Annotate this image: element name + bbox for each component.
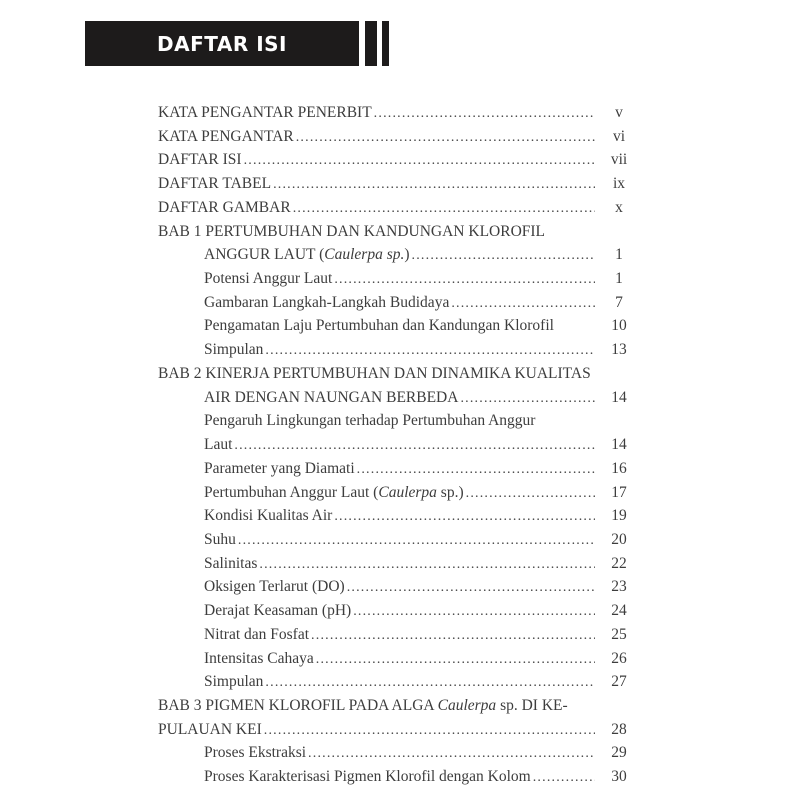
toc-entry (158, 765, 636, 789)
toc-entry (158, 386, 636, 410)
entry-label: Salinitas (204, 554, 258, 572)
entry-label: Pengamatan Laju Pertumbuhan dan Kandungan Klorofil (204, 317, 554, 335)
toc-entry (158, 552, 636, 576)
entry-label: Proses Karakterisasi Pigmen Klorofil dengan Kolom (204, 768, 531, 786)
toc-entry (158, 291, 636, 315)
toc-entry (158, 125, 636, 149)
leader-dots (311, 624, 595, 648)
entry-label: Simpulan (204, 341, 264, 359)
entry-label: DAFTAR GAMBAR (158, 198, 291, 216)
page-number: 14 (611, 436, 627, 454)
page-number: 20 (611, 530, 627, 548)
leader-dots (238, 529, 595, 553)
toc-entry (158, 148, 636, 172)
toc-entry (158, 623, 636, 647)
page-number: 17 (611, 483, 627, 501)
toc-entry (158, 220, 636, 244)
toc-entry (158, 647, 636, 671)
page-number: 27 (611, 673, 627, 691)
toc-entry (158, 718, 636, 742)
page-number: ix (612, 175, 626, 193)
entry-label: Nitrat dan Fosfat (204, 625, 310, 643)
page-number: 22 (611, 554, 627, 572)
entry-label: PULAUAN KEI (158, 720, 262, 738)
leader-dots (265, 339, 595, 363)
entry-label: KATA PENGANTAR PENERBIT (158, 104, 372, 121)
entry-label: Gambaran Langkah-Langkah Budidaya (204, 293, 450, 311)
page-number: 13 (611, 341, 627, 359)
toc-entry (158, 694, 636, 718)
entry-label: BAB 2 KINERJA PERTUMBUHAN DAN DINAMIKA KUALITAS (158, 364, 591, 382)
toc-entry (158, 243, 636, 267)
page-number: 1 (615, 246, 623, 264)
page-header-bar (85, 21, 359, 66)
toc-entry (158, 101, 636, 125)
toc-entry (158, 362, 636, 386)
leader-dots (353, 600, 595, 624)
toc-entry (158, 338, 636, 362)
entry-label: Kondisi Kualitas Air (204, 507, 333, 525)
toc-entry (158, 172, 636, 196)
leader-dots (347, 576, 595, 600)
entry-label: KATA PENGANTAR (158, 127, 294, 145)
entry-label: Derajat Keasaman (pH) (204, 602, 352, 620)
page-number: 24 (611, 602, 627, 620)
toc-list (158, 101, 636, 789)
toc-entry (158, 267, 636, 291)
leader-dots (308, 742, 595, 766)
header-accent-bar-thin (382, 21, 389, 66)
page-number: 10 (611, 317, 627, 335)
page-number: 16 (611, 459, 627, 477)
toc-entry (158, 314, 636, 338)
leader-dots (293, 197, 595, 221)
page-number: 23 (611, 578, 627, 596)
page-number: 19 (611, 507, 627, 525)
leader-dots (334, 505, 595, 529)
entry-label: Proses Ekstraksi (204, 744, 307, 762)
page-number: 25 (611, 625, 627, 643)
toc-entry (158, 433, 636, 457)
toc-entry (158, 457, 636, 481)
leader-dots (334, 268, 595, 292)
page-number: vi (612, 127, 626, 145)
entry-label: BAB 3 PIGMEN KLOROFIL PADA ALGA Caulerpa sp. DI KE- (158, 696, 568, 714)
page-number: x (615, 198, 623, 216)
entry-label: AIR DENGAN NAUNGAN BERBEDA (204, 388, 459, 406)
toc-entry (158, 575, 636, 599)
entry-label: DAFTAR TABEL (158, 175, 272, 193)
leader-dots (296, 126, 595, 150)
header-accent-bar-thick (365, 21, 377, 66)
page-number: 29 (611, 744, 627, 762)
page-number: v (615, 104, 623, 121)
page-number: 26 (611, 649, 627, 667)
entry-label: Potensi Anggur Laut (204, 270, 333, 288)
page-number: 7 (615, 293, 623, 311)
leader-dots (265, 671, 595, 695)
leader-dots (357, 458, 595, 482)
toc-entry (158, 504, 636, 528)
toc-entry (158, 528, 636, 552)
toc-entry (158, 670, 636, 694)
leader-dots (451, 292, 595, 316)
page-number: vii (610, 151, 628, 169)
entry-label: DAFTAR ISI (158, 151, 242, 169)
leader-dots (273, 173, 595, 197)
leader-dots (374, 102, 595, 126)
entry-label: BAB 1 PERTUMBUHAN DAN KANDUNGAN KLOROFIL (158, 222, 546, 240)
leader-dots (264, 719, 595, 743)
toc-entry (158, 481, 636, 505)
entry-label: Simpulan (204, 673, 264, 691)
entry-label: Oksigen Terlarut (DO) (204, 578, 345, 596)
leader-dots (533, 766, 595, 790)
page-number: 1 (615, 270, 623, 288)
toc-entry (158, 599, 636, 623)
leader-dots (259, 553, 595, 577)
entry-label: Suhu (204, 530, 236, 548)
entry-label: Intensitas Cahaya (204, 649, 314, 667)
leader-dots (244, 149, 595, 173)
leader-dots (412, 244, 595, 268)
entry-label: Pengaruh Lingkungan terhadap Pertumbuhan Anggur (204, 412, 536, 430)
page-number: 28 (611, 720, 627, 738)
entry-label: Pertumbuhan Anggur Laut (Caulerpa sp.) (204, 483, 464, 501)
page-number: 30 (611, 768, 627, 786)
leader-dots (234, 434, 595, 458)
entry-label: Laut (204, 436, 233, 454)
entry-label: ANGGUR LAUT (Caulerpa sp.) (204, 246, 410, 264)
leader-dots (466, 482, 595, 506)
leader-dots (460, 387, 595, 411)
toc-entry (158, 409, 636, 433)
page-number: 14 (611, 388, 627, 406)
toc-entry (158, 741, 636, 765)
page-title: DAFTAR ISI (157, 31, 287, 56)
entry-label: Parameter yang Diamati (204, 459, 355, 477)
toc-entry (158, 196, 636, 220)
leader-dots (316, 648, 595, 672)
